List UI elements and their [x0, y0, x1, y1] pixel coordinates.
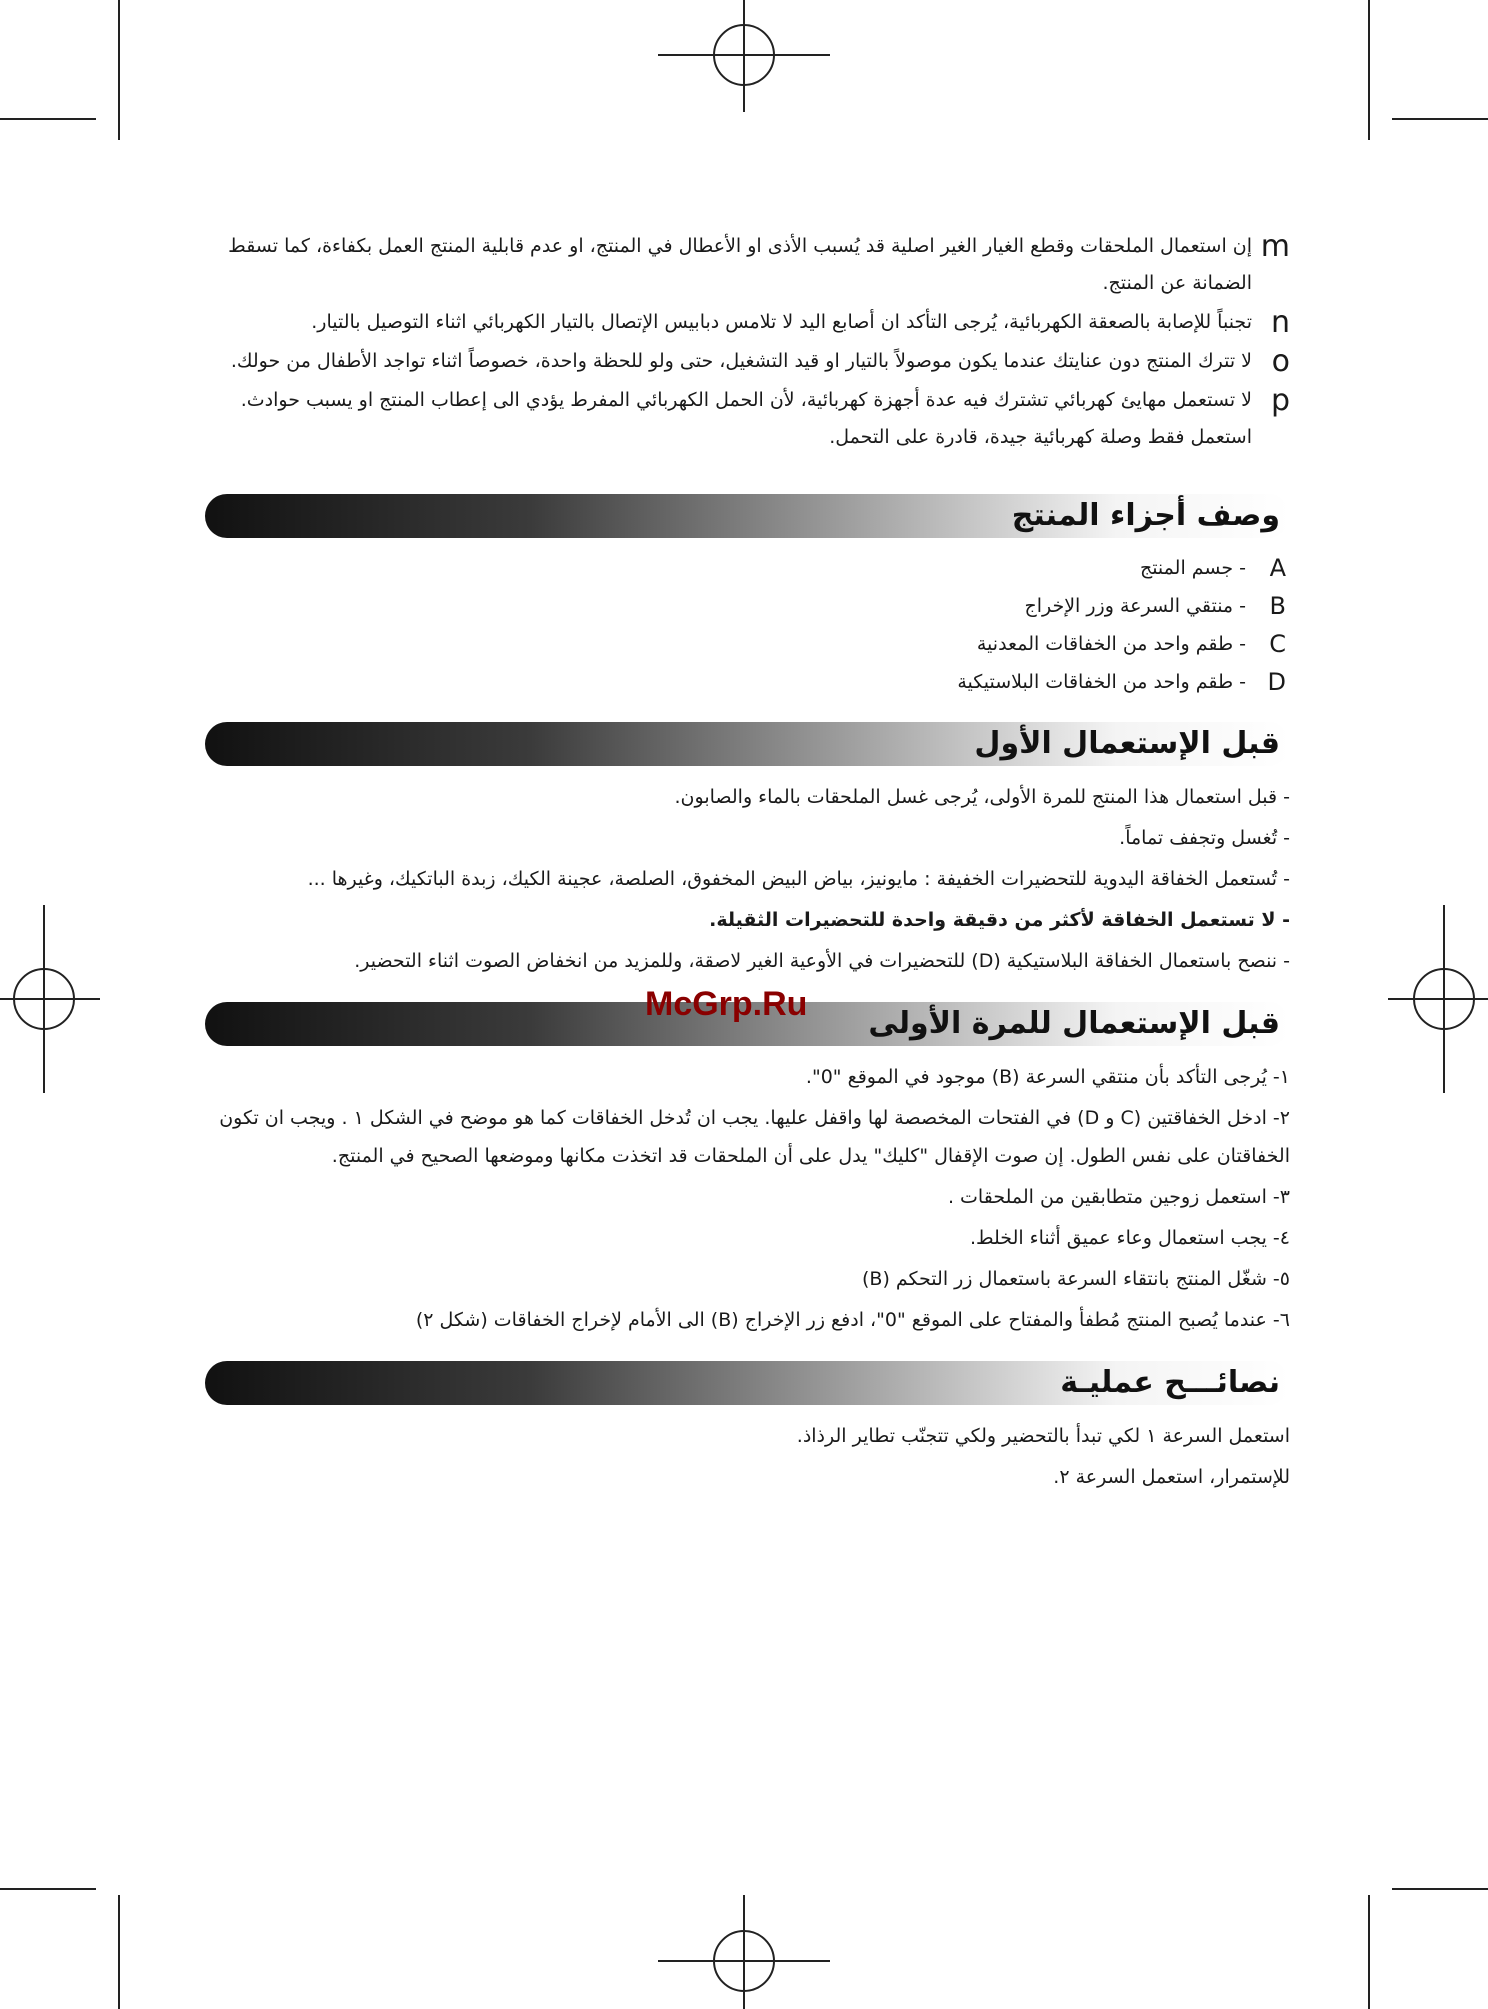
item-letter: p [1270, 383, 1290, 418]
first-time-steps [205, 1058, 1290, 1339]
registration-mark-top-horizontal [658, 54, 830, 56]
item-text: إن استعمال الملحقات وقطع الغيار الغير اصلية قد يُسبب الأذى او الأعطال في المنتج، او عدم قابلية المنتج العمل بكفاءة، كما تسقط الضمانة عن المنتج. [228, 235, 1252, 294]
tips-list [205, 1417, 1290, 1496]
parts-list [205, 550, 1290, 700]
safety-item-n [205, 304, 1290, 341]
safety-item-o [205, 343, 1290, 380]
section-title: قبل الإستعمال للمرة الأولى [868, 1006, 1280, 1041]
section-title: قبل الإستعمال الأول [974, 726, 1280, 761]
before-use-line: - لا تستعمل الخفاقة لأكثر من دقيقة واحدة للتحضيرات الثقيلة. [709, 909, 1290, 931]
part-text: - طقم واحد من الخفاقات البلاستيكية [957, 671, 1246, 693]
section-header-before-use [205, 722, 1290, 766]
crop-mark-bottom-right-vertical [1368, 1895, 1370, 2009]
part-item-b [205, 588, 1286, 624]
registration-mark-right-horizontal [1388, 998, 1488, 1000]
part-letter: A [1269, 554, 1286, 582]
crop-mark-bottom-left-horizontal [0, 1888, 96, 1890]
item-text: تجنباً للإصابة بالصعقة الكهربائية، يُرجى التأكد ان أصابع اليد لا تلامس دبابيس الإتصال بالتيار الكهربائي اثناء التوصيل بالتيار. [311, 311, 1252, 333]
crop-mark-bottom-left-vertical [118, 1895, 120, 2009]
part-text: - طقم واحد من الخفاقات المعدنية [976, 633, 1246, 655]
crop-mark-top-left-vertical [118, 0, 120, 140]
manual-page-content [205, 228, 1290, 1499]
part-item-c [205, 626, 1286, 662]
section-header-parts [205, 494, 1290, 538]
item-text: لا تستعمل مهايئ كهربائي تشترك فيه عدة أجهزة كهربائية، لأن الحمل الكهربائي المفرط يؤدي الى إعطاب المنتج او يسبب حوادث. استعمل فقط وصلة كهربائية جيدة، قادرة على التحمل. [240, 389, 1252, 448]
crop-mark-top-right-horizontal [1392, 118, 1488, 120]
tip-line: استعمل السرعة ١ لكي تبدأ بالتحضير ولكي تتجنّب تطاير الرذاذ. [796, 1425, 1290, 1447]
step-line: ٦- عندما يُصبح المنتج مُطفأ والمفتاح على الموقع "0"، ادفع زر الإخراج (B) الى الأمام لإخراج الخفاقات (شكل ٢) [415, 1309, 1290, 1331]
safety-item-m [205, 228, 1290, 302]
registration-mark-bottom-vertical [743, 1895, 745, 2009]
before-use-line: - تُستعمل الخفاقة اليدوية للتحضيرات الخفيفة : مايونيز، بياض البيض المخفوق، الصلصة، عجينة الكيك، زبدة الباتكيك، وغيرها ... [307, 868, 1290, 890]
part-item-d [205, 664, 1286, 700]
section-header-tips [205, 1361, 1290, 1405]
item-letter: n [1270, 305, 1290, 340]
part-item-a [205, 550, 1286, 586]
part-text: - جسم المنتج [1139, 557, 1246, 579]
item-letter: o [1271, 344, 1290, 379]
crop-mark-top-right-vertical [1368, 0, 1370, 140]
registration-mark-top-vertical [743, 0, 745, 112]
safety-item-p [205, 382, 1290, 456]
part-text: - منتقي السرعة وزر الإخراج [1024, 595, 1246, 617]
before-use-line: - قبل استعمال هذا المنتج للمرة الأولى، يُرجى غسل الملحقات بالماء والصابون. [674, 786, 1290, 808]
before-use-list [205, 778, 1290, 980]
part-letter: D [1267, 668, 1286, 696]
tip-line: للإستمرار، استعمل السرعة ٢. [1053, 1466, 1290, 1488]
crop-mark-bottom-right-horizontal [1392, 1888, 1488, 1890]
item-letter: m [1260, 229, 1290, 264]
registration-mark-left-horizontal [0, 998, 100, 1000]
item-text: لا تترك المنتج دون عنايتك عندما يكون موصولاً بالتيار او قيد التشغيل، حتى ولو للحظة واحدة، خصوصاً اثناء تواجد الأطفال من حولك. [230, 350, 1252, 372]
before-use-line: - تُغسل وتجفف تماماً. [1119, 827, 1290, 849]
watermark-text: McGrp.Ru [645, 985, 808, 1023]
part-letter: C [1269, 630, 1286, 658]
crop-mark-top-left-horizontal [0, 118, 96, 120]
section-title: وصف أجزاء المنتج [1011, 498, 1280, 533]
registration-mark-bottom-horizontal [658, 1960, 830, 1962]
step-line: ٣- استعمل زوجين متطابقين من الملحقات . [947, 1186, 1290, 1208]
step-line: ٥- شغّل المنتج بانتقاء السرعة باستعمال زر التحكم (B) [861, 1268, 1290, 1290]
safety-instructions [205, 228, 1290, 456]
part-letter: B [1269, 592, 1286, 620]
step-line: ٤- يجب استعمال وعاء عميق أثناء الخلط. [969, 1227, 1290, 1249]
section-title: نصائـــح عمليـة [1060, 1365, 1280, 1400]
before-use-line: - ننصح باستعمال الخفاقة البلاستيكية (D) للتحضيرات في الأوعية الغير لاصقة، وللمزيد من انخفاض الصوت اثناء التحضير. [354, 950, 1290, 972]
step-line: ١- يُرجى التأكد بأن منتقي السرعة (B) موجود في الموقع "0". [805, 1066, 1290, 1088]
step-line: ٢- ادخل الخفاقتين (C و D) في الفتحات المخصصة لها واقفل عليها. يجب ان تُدخل الخفاقات كما هو موضح في الشكل ١ . ويجب ان تكون الخفاقتان على نفس الطول. إن صوت الإقفال "كليك" يدل على أن الملحقات قد اتخذت مكانها وموضعها الصحيح في المنتج. [219, 1107, 1290, 1167]
